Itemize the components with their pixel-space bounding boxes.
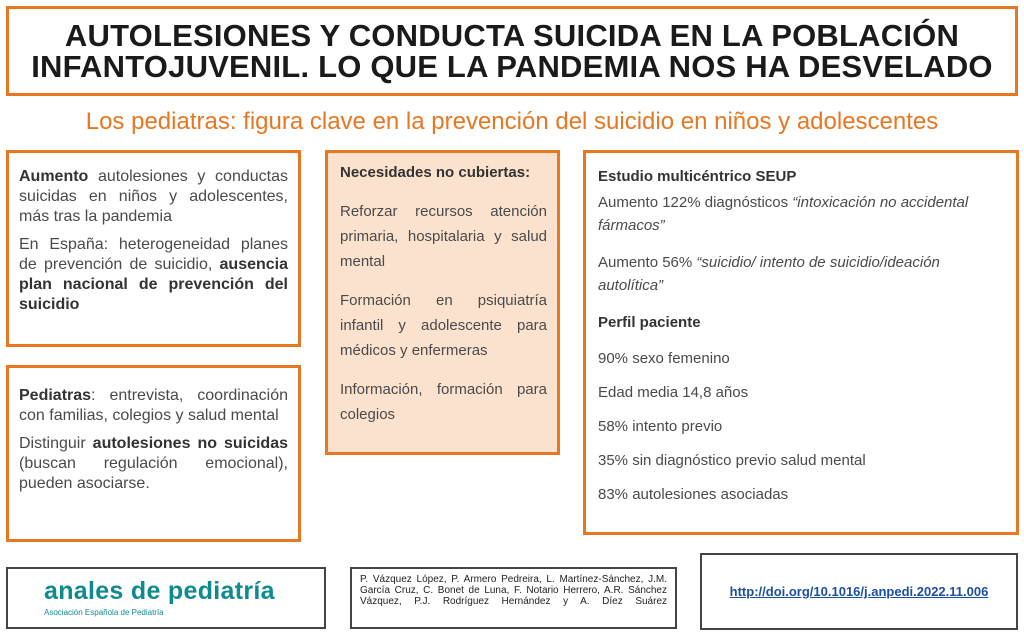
necesidades-item: Formación en psiquiatría infantil y adolescente para médicos y enfermeras (340, 292, 547, 359)
title-banner (6, 6, 1018, 96)
perfil-heading: Perfil paciente (598, 314, 701, 331)
estudio-line-1-text: Aumento 122% diagnósticos (598, 194, 793, 211)
title-line-2: INFANTOJUVENIL. LO QUE LA PANDEMIA NOS HA DESVELADO (31, 49, 993, 84)
estudio-box (583, 150, 1019, 535)
distinguir-text: Distinguir (19, 435, 93, 452)
estudio-line-2 (598, 251, 1004, 297)
pediatras-text: : entrevista, coordinación con familias, colegios y salud mental (19, 387, 288, 424)
perfil-stat: 90% sexo femenino (598, 350, 730, 367)
pediatras-paragraph (19, 386, 288, 426)
distinguir-paragraph (19, 434, 288, 494)
necesidades-item: Información, formación para colegios (340, 381, 547, 423)
aumento-bold: Aumento (19, 168, 89, 185)
page-subtitle: Los pediatras: figura clave en la prevención del suicidio en niños y adolescentes (85, 108, 939, 135)
pediatras-bold: Pediatras (19, 387, 92, 404)
estudio-line-1-italic: “intoxicación no accidental fármacos” (598, 194, 969, 234)
pediatras-box (6, 365, 301, 542)
espana-text: En España: heterogeneidad planes de prevención de suicidio, (19, 236, 288, 273)
distinguir-bold: autolesiones no suicidas (92, 435, 288, 452)
perfil-stat: 58% intento previo (598, 418, 723, 435)
title-line-1: AUTOLESIONES Y CONDUCTA SUICIDA EN LA POBLACIÓN (64, 18, 960, 53)
aumento-paragraph (19, 167, 288, 227)
page-title (31, 20, 993, 82)
estudio-line-1 (598, 191, 1004, 237)
estudio-line-2-text: Aumento 56% (598, 254, 697, 271)
aumento-text: autolesiones y conductas suicidas en niños y adolescentes, más tras la pandemia (19, 168, 288, 225)
aumento-box (6, 150, 301, 347)
espana-bold: ausencia plan nacional de prevención del suicidio (19, 256, 288, 313)
authors-text: P. Vázquez López, P. Armero Pedreira, L. Martínez-Sánchez, J.M. García Cruz, C. Bonet de Luna, F. Notario Herrero, A.R. Sánchez Vázquez, P.J. Rodríguez Hernández y A. Díez Suárez (360, 574, 667, 607)
estudio-heading: Estudio multicéntrico SEUP (598, 168, 797, 185)
doi-link[interactable]: http://doi.org/10.1016/j.anpedi.2022.11.006 (729, 584, 989, 599)
journal-logo (6, 567, 326, 629)
authors-box (350, 567, 677, 629)
distinguir-rest: (buscan regulación emocional), pueden asociarse. (19, 455, 288, 492)
espana-paragraph (19, 235, 288, 315)
necesidades-box (325, 150, 560, 455)
perfil-stat: Edad media 14,8 años (598, 384, 749, 401)
necesidades-item: Reforzar recursos atención primaria, hospitalaria y salud mental (340, 203, 547, 270)
estudio-line-2-italic: “suicidio/ intento de suicidio/ideación autolítica” (598, 254, 940, 294)
doi-box (700, 553, 1018, 630)
logo-subtitle: Asociación Española de Pediatría (44, 608, 164, 617)
logo-de: de (130, 577, 161, 605)
logo-anales: anales (44, 577, 131, 605)
necesidades-heading: Necesidades no cubiertas: (340, 164, 531, 181)
logo-pediatria: pediatría (160, 577, 275, 605)
logo-wordmark (44, 577, 324, 605)
perfil-stat: 35% sin diagnóstico previo salud mental (598, 452, 866, 469)
perfil-stat: 83% autolesiones asociadas (598, 486, 789, 503)
